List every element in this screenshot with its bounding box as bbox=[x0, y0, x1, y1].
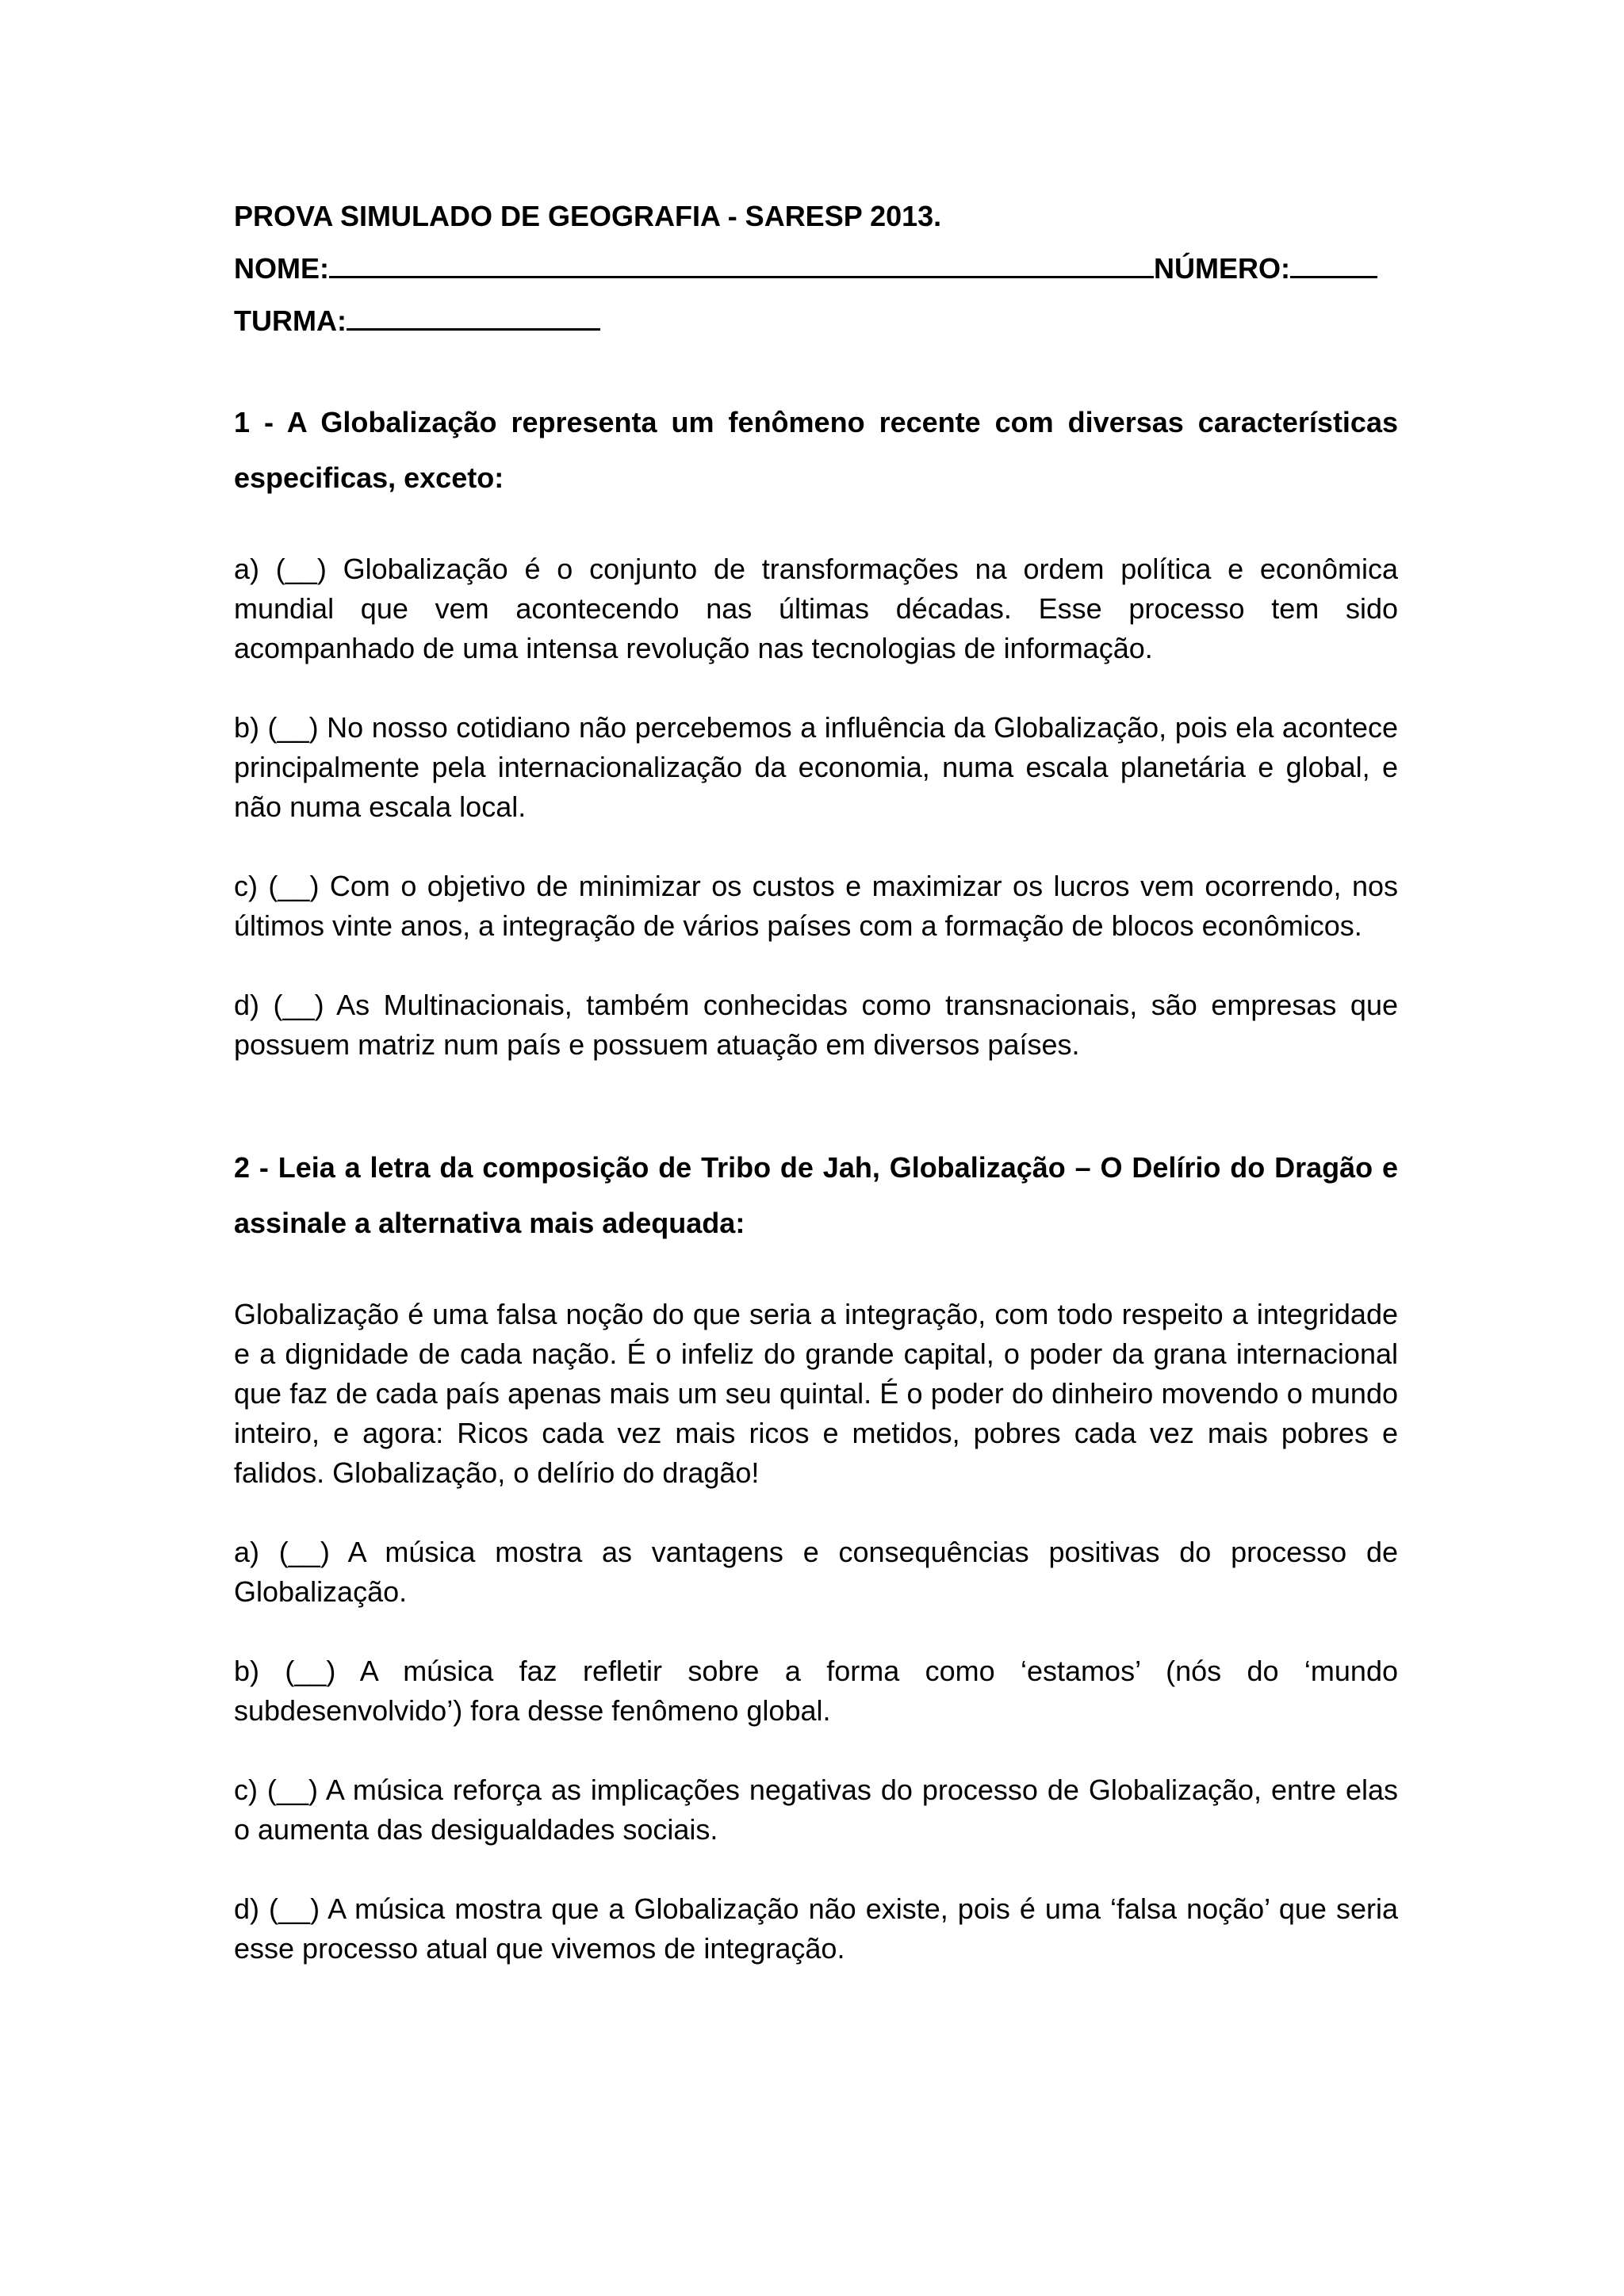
number-label: NÚMERO: bbox=[1154, 252, 1290, 285]
question-2-title: 2 - Leia a letra da composição de Tribo de Jah, Globalização – O Delírio do Dragão e assinale a alternativa mais adequada: bbox=[234, 1151, 1398, 1239]
question-2-option-b[interactable]: b) (__) A música faz refletir sobre a forma como ‘estamos’ (nós do ‘mundo subdesenvolvido’) fora desse fenômeno global. bbox=[234, 1655, 1398, 1727]
number-field-line[interactable] bbox=[1290, 252, 1377, 278]
class-row bbox=[234, 295, 1398, 347]
question-1-option-d[interactable]: d) (__) As Multinacionais, também conhecidas como transnacionais, são empresas que possuem matriz num país e possuem atuação em diversos países. bbox=[234, 989, 1398, 1061]
question-1-option-a[interactable]: a) (__) Globalização é o conjunto de transformações na ordem política e econômica mundial que vem acontecendo nas últimas décadas. Esse processo tem sido acompanhado de uma intensa revolução nas tecnologias de informação. bbox=[234, 553, 1398, 664]
name-field-line[interactable] bbox=[329, 252, 1154, 278]
name-label: NOME: bbox=[234, 252, 329, 285]
exam-page bbox=[234, 190, 1398, 1969]
exam-title: PROVA SIMULADO DE GEOGRAFIA - SARESP 2013. bbox=[234, 200, 942, 232]
question-1-option-b[interactable]: b) (__) No nosso cotidiano não percebemos a influência da Globalização, pois ela acontece principalmente pela internacionalização da economia, numa escala planetária e global, e não numa escala local. bbox=[234, 711, 1398, 823]
question-2-option-d[interactable]: d) (__) A música mostra que a Globalização não existe, pois é uma ‘falsa noção’ que seria esse processo atual que vivemos de integração. bbox=[234, 1892, 1398, 1965]
question-2-lyrics: Globalização é uma falsa noção do que seria a integração, com todo respeito a integridade e a dignidade de cada nação. É o infeliz do grande capital, o poder da grana internacional que faz de cada país apenas mais um seu quintal. É o poder do dinheiro movendo o mundo inteiro, e agora: Ricos cada vez mais ricos e metidos, pobres cada vez mais pobres e falidos. Globalização, o delírio do dragão! bbox=[234, 1298, 1398, 1489]
question-2-option-a[interactable]: a) (__) A música mostra as vantagens e consequências positivas do processo de Globalização. bbox=[234, 1536, 1398, 1608]
question-2-option-c[interactable]: c) (__) A música reforça as implicações negativas do processo de Globalização, entre elas o aumenta das desigualdades sociais. bbox=[234, 1774, 1398, 1846]
question-1-option-c[interactable]: c) (__) Com o objetivo de minimizar os custos e maximizar os lucros vem ocorrendo, nos últimos vinte anos, a integração de vários países com a formação de blocos econômicos. bbox=[234, 870, 1398, 942]
question-1-title: 1 - A Globalização representa um fenômeno recente com diversas características especificas, exceto: bbox=[234, 406, 1398, 494]
class-field-line[interactable] bbox=[347, 304, 600, 331]
class-label: TURMA: bbox=[234, 304, 347, 337]
name-row bbox=[234, 243, 1398, 295]
